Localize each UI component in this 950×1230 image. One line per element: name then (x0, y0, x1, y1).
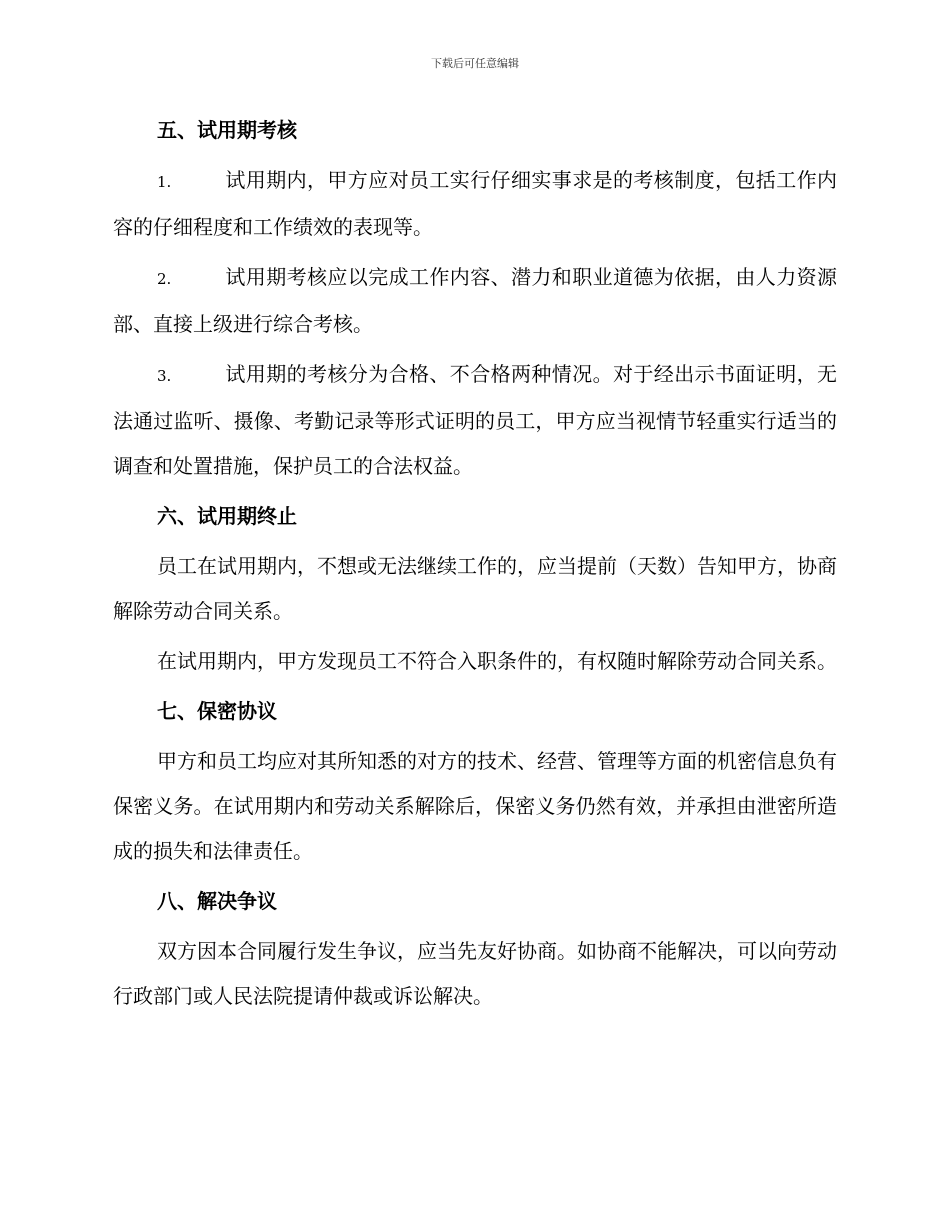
list-item-2 (113, 255, 837, 347)
paragraph: 双方因本合同履行发生争议，应当先友好协商。如协商不能解决，可以向劳动行政部门或人民法院提请仲裁或诉讼解决。 (113, 939, 837, 1008)
list-item-3 (113, 352, 837, 489)
list-number: 2. (157, 270, 172, 288)
list-number: 1. (157, 173, 172, 191)
header-note: 下载后可任意编辑 (431, 57, 519, 70)
list-item-text: 试用期考核应以完成工作内容、潜力和职业道德为依据，由人力资源部、直接上级进行综合考核。 (113, 265, 837, 336)
section-heading-8: 八、解决争议 (157, 889, 277, 913)
paragraph: 在试用期内，甲方发现员工不符合入职条件的，有权随时解除劳动合同关系。 (157, 649, 837, 673)
list-item-text: 试用期内，甲方应对员工实行仔细实事求是的考核制度，包括工作内容的仔细程度和工作绩效的表现等。 (113, 168, 837, 239)
paragraph: 员工在试用期内，不想或无法继续工作的，应当提前（天数）告知甲方，协商解除劳动合同关系。 (113, 554, 837, 623)
paragraph: 甲方和员工均应对其所知悉的对方的技术、经营、管理等方面的机密信息负有保密义务。在试用期内和劳动关系解除后，保密义务仍然有效，并承担由泄密所造成的损失和法律责任。 (113, 749, 837, 863)
list-item-1 (113, 158, 837, 250)
list-number: 3. (157, 367, 172, 385)
section-heading-7: 七、保密协议 (157, 699, 277, 723)
list-item-text: 试用期的考核分为合格、不合格两种情况。对于经出示书面证明，无法通过监听、摄像、考勤记录等形式证明的员工，甲方应当视情节轻重实行适当的调查和处置措施，保护员工的合法权益。 (113, 362, 837, 478)
section-heading-6: 六、试用期终止 (157, 504, 297, 528)
section-heading-5: 五、试用期考核 (157, 118, 297, 142)
document-body (113, 108, 837, 1024)
